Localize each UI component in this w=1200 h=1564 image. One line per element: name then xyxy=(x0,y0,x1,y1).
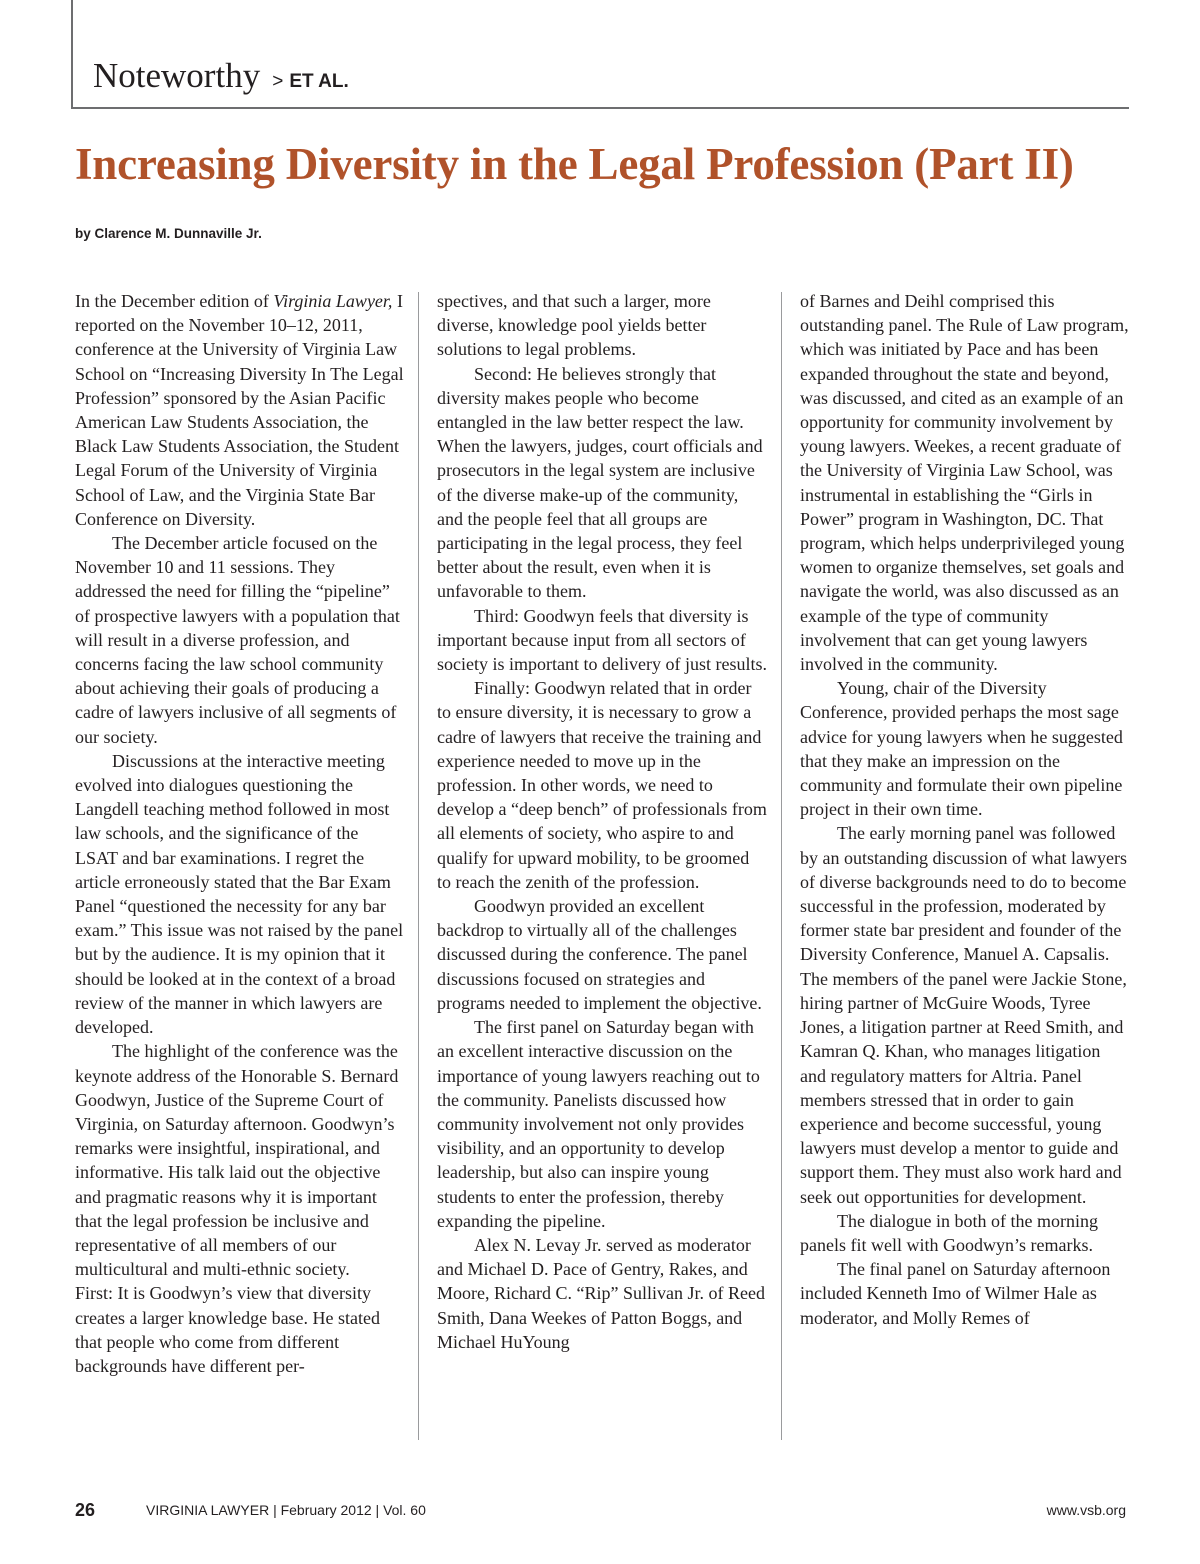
paragraph: First: It is Goodwyn’s view that diversity creates a larger knowledge base. He stated that people who come from different backgrounds have different per- xyxy=(75,1283,381,1376)
paragraph-lead: In the December edition of xyxy=(75,291,274,311)
section-separator: > xyxy=(272,71,284,92)
paragraph: Third: Goodwyn feels that diversity is important because input from all sectors of society is important to delivery of just results. xyxy=(437,605,767,675)
paragraph: of Barnes and Deihl comprised this outstanding panel. The Rule of Law program, which was initiated by Pace and has been expanded throughout the state and beyond, was discussed, and cited as an example of an opportunity for community involvement by young lawyers. Weekes, a recent graduate of the University of Virginia Law School, was instrumental in establishing the “Girls in Power” program in Washington, DC. That program, which helps underprivileged young women to organize themselves, set goals and navigate the world, was also discussed as an example of the type of community involvement that can get young lawyers involved in the community. xyxy=(800,291,1129,675)
header-vertical-rule xyxy=(71,0,73,108)
paragraph: Finally: Goodwyn related that in order to ensure diversity, it is necessary to grow a cadre of lawyers that receive the training and experience needed to move up in the profession. In other words, we need to develop a “deep bench” of professionals from all elements of society, who aspire to and qualify for upward mobility, to be groomed to reach the zenith of the profession. xyxy=(437,678,767,892)
paragraph: The early morning panel was followed by an outstanding discussion of what lawyers of diverse backgrounds need to do to become successful in the profession, moderated by former state bar president and founder of the Diversity Conference, Manuel A. Capsalis. The members of the panel were Jackie Stone, hiring partner of McGuire Woods, Tyree Jones, a litigation partner at Reed Smith, and Kamran Q. Khan, who manages litigation and regulatory matters for Altria. Panel members stressed that in order to gain experience and become successful, young lawyers must develop a mentor to guide and support them. They must also work hard and seek out opportunities for development. xyxy=(800,823,1127,1207)
paragraph: The final panel on Saturday afternoon included Kenneth Imo of Wilmer Hale as moderator, and Molly Remes of xyxy=(800,1259,1111,1328)
paragraph: Discussions at the interactive meeting evolved into dialogues questioning the Langdell teaching method followed in most law schools, and the significance of the LSAT and bar examinations. I regret the article erroneously stated that the Bar Exam Panel “questioned the necessity for any bar exam.” This issue was not raised by the panel but by the audience. It is my opinion that it should be looked at in the context of a broad review of the manner in which lawyers are developed. xyxy=(75,750,404,1038)
publication-info: VIRGINIA LAWYER | February 2012 | Vol. 60 xyxy=(146,1502,426,1518)
paragraph: The December article focused on the November 10 and 11 sessions. They addressed the need for filling the “pipeline” of prospective lawyers with a population that will result in a diverse profession, and concerns facing the law school community about achieving their goals of producing a cadre of lawyers inclusive of all segments of our society. xyxy=(75,533,400,747)
paragraph: The first panel on Saturday began with an excellent interactive discussion on the importance of young lawyers reaching out to the community. Panelists discussed how community involvement not only provides visibility, and an opportunity to develop leadership, but also can inspire young students to enter the profession, thereby expanding the pipeline. xyxy=(437,1017,760,1231)
publication-name: Virginia Lawyer, xyxy=(273,291,393,311)
paragraph-rest: I reported on the November 10–12, 2011, conference at the University of Virginia Law School on “Increasing Diversity In The Legal Profession” sponsored by the Asian Pacific American Law Students Association, the Black Law Students Association, the Student Legal Forum of the University of Virginia School of Law, and the Virginia State Bar Conference on Diversity. xyxy=(75,291,404,529)
section-header xyxy=(93,56,349,96)
section-name: Noteworthy xyxy=(93,56,261,95)
article-title: Increasing Diversity in the Legal Profession (Part II) xyxy=(75,139,1074,189)
paragraph: spectives, and that such a larger, more diverse, knowledge pool yields better solutions to legal problems. xyxy=(437,291,711,360)
website-url: www.vsb.org xyxy=(1046,1502,1126,1518)
column-divider xyxy=(418,292,419,1440)
article-column-2 xyxy=(437,289,767,1354)
subsection-name: ET AL. xyxy=(289,71,349,92)
header-horizontal-rule xyxy=(71,107,1129,109)
column-divider xyxy=(781,292,782,1440)
article-byline: by Clarence M. Dunnaville Jr. xyxy=(75,226,262,241)
paragraph: Alex N. Levay Jr. served as moderator and Michael D. Pace of Gentry, Rakes, and Moore, Richard C. “Rip” Sullivan Jr. of Reed Smith, Dana Weekes of Patton Boggs, and Michael HuYoung xyxy=(437,1234,765,1352)
paragraph: Young, chair of the Diversity Conference, provided perhaps the most sage advice for young lawyers when he suggested that they make an impression on the community and formulate their own pipeline project in their own time. xyxy=(800,678,1123,820)
paragraph: Goodwyn provided an excellent backdrop to virtually all of the challenges discussed during the conference. The panel discussions focused on strategies and programs needed to implement the objective. xyxy=(437,896,762,1013)
paragraph xyxy=(75,289,405,531)
article-column-3 xyxy=(800,289,1130,1330)
page-number: 26 xyxy=(75,1500,96,1520)
article-column-1 xyxy=(75,289,405,1378)
paragraph: The highlight of the conference was the keynote address of the Honorable S. Bernard Goodwyn, Justice of the Supreme Court of Virginia, on Saturday afternoon. Goodwyn’s remarks were insightful, inspirational, and informative. His talk laid out the objective and pragmatic reasons why it is important that the legal profession be inclusive and representative of all members of our multicultural and multi-ethnic society. xyxy=(75,1041,399,1280)
paragraph: The dialogue in both of the morning panels fit well with Goodwyn’s remarks. xyxy=(800,1210,1098,1255)
paragraph: Second: He believes strongly that diversity makes people who become entangled in the law better respect the law. When the lawyers, judges, court officials and prosecutors in the legal system are inclusive of the diverse make-up of the community, and the people feel that all groups are participating in the legal process, they feel better about the result, even when it is unfavorable to them. xyxy=(437,363,763,602)
